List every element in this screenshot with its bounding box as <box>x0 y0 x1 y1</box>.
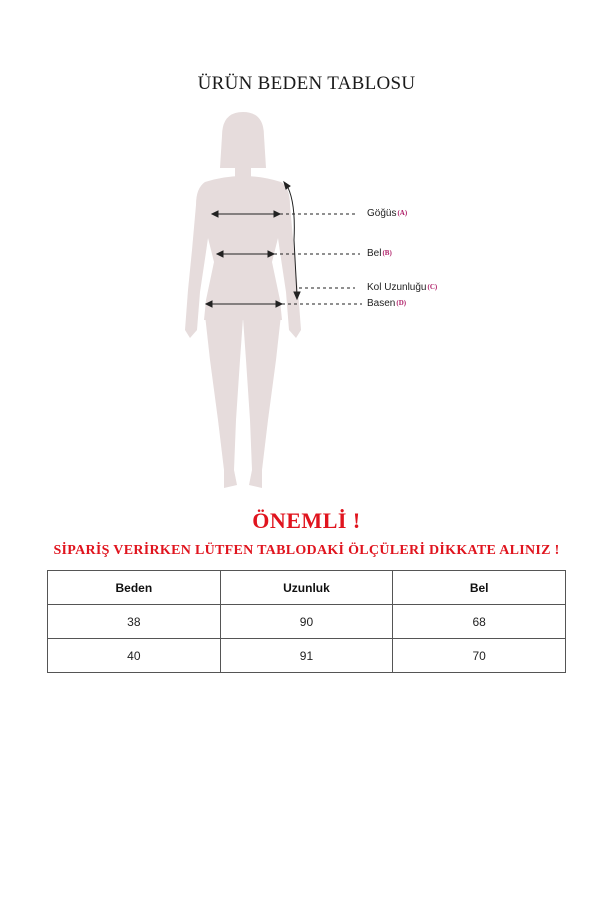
bust-label-code: (A) <box>397 209 408 217</box>
table-cell: 68 <box>393 605 566 639</box>
table-cell: 38 <box>48 605 221 639</box>
table-cell: 40 <box>48 639 221 673</box>
hip-label <box>367 298 406 309</box>
table-row <box>48 605 566 639</box>
waist-label-text: Bel <box>367 248 382 259</box>
size-chart-table <box>47 570 566 673</box>
header-uzunluk: Uzunluk <box>220 571 393 605</box>
table-header-row <box>48 571 566 605</box>
important-heading: ÖNEMLİ ! <box>252 508 361 533</box>
arm-length-label-code: (C) <box>427 283 438 291</box>
table-cell: 91 <box>220 639 393 673</box>
table-row <box>48 639 566 673</box>
bust-label-text: Göğüs <box>367 208 397 219</box>
table-cell: 70 <box>393 639 566 673</box>
bust-label <box>367 208 407 219</box>
arm-length-label <box>367 282 437 293</box>
hip-label-code: (D) <box>396 299 407 307</box>
waist-label-code: (B) <box>382 249 392 257</box>
arm-length-label-text: Kol Uzunluğu <box>367 282 427 293</box>
header-bel: Bel <box>393 571 566 605</box>
page-title: ÜRÜN BEDEN TABLOSU <box>197 73 416 94</box>
header-beden: Beden <box>48 571 221 605</box>
female-silhouette <box>185 112 301 488</box>
hip-label-text: Basen <box>367 298 396 309</box>
important-notice-text: SİPARİŞ VERİRKEN LÜTFEN TABLODAKİ ÖLÇÜLERİ DİKKATE ALINIZ ! <box>53 543 560 558</box>
waist-label <box>367 248 392 259</box>
table-cell: 90 <box>220 605 393 639</box>
